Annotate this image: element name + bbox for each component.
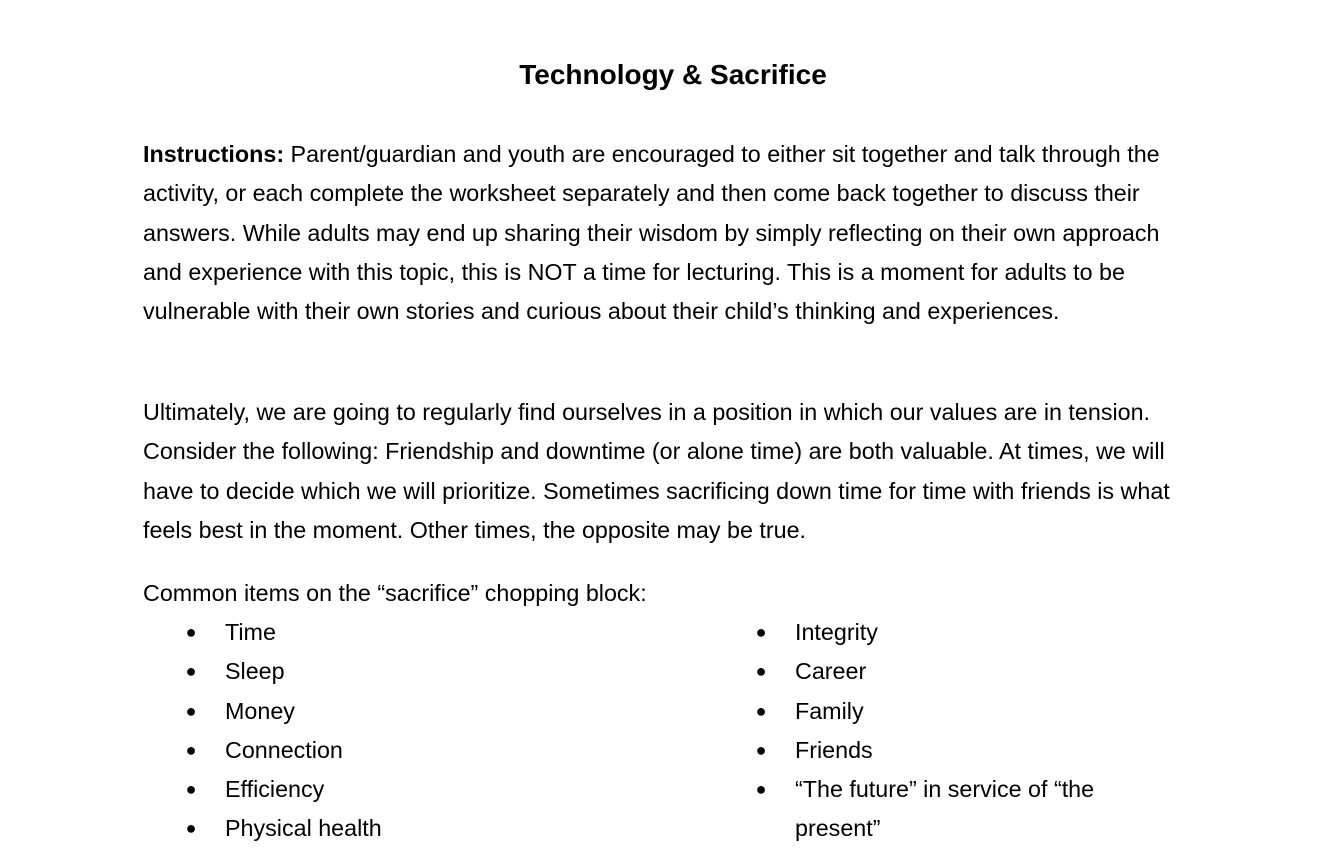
list-item xyxy=(183,809,703,848)
bullet-icon: ● xyxy=(755,700,767,721)
page-title: Technology & Sacrifice xyxy=(519,59,827,90)
bullet-icon: ● xyxy=(755,622,767,642)
list-item xyxy=(753,731,1133,770)
list-item-label: Family xyxy=(795,697,864,724)
bullet-icon: ● xyxy=(185,700,197,721)
bullet-icon: ● xyxy=(755,779,767,800)
list-item-label: Efficiency xyxy=(225,776,325,803)
list-item xyxy=(753,652,1133,691)
list-item-label: Friends xyxy=(795,736,873,763)
list-item-label: Physical health xyxy=(225,815,382,842)
list-item-label: Money xyxy=(225,697,295,724)
list-item xyxy=(183,692,703,731)
bullet-icon: ● xyxy=(755,739,767,760)
list-intro: Common items on the “sacrifice” chopping block: xyxy=(143,580,647,606)
instructions-paragraph xyxy=(143,135,1203,331)
instructions-text: Parent/guardian and youth are encouraged to either sit together and talk through the activity, or each complete the worksheet separately and then come back together to discuss their answers. While adults may end up sharing their wisdom by simply reflecting on their own approach and experience with this topic, this is NOT a time for lecturing. This is a moment for adults to be vulnerable with their own stories and curious about their child’s thinking and experiences. xyxy=(143,141,1160,325)
bullet-icon: ● xyxy=(185,779,197,800)
list-item-label: Connection xyxy=(225,736,343,763)
list-item xyxy=(183,613,703,652)
list-item-label: Sleep xyxy=(225,658,285,685)
list-item-label: Career xyxy=(795,658,867,685)
bullet-icon: ● xyxy=(755,661,767,682)
bullet-icon: ● xyxy=(185,622,197,642)
list-item xyxy=(753,613,1133,652)
instructions-label: Instructions: xyxy=(143,141,285,167)
list-item-label: Time xyxy=(225,619,276,645)
list-item xyxy=(753,770,1133,849)
bullet-icon: ● xyxy=(185,818,197,839)
list-item xyxy=(183,652,703,691)
list-item xyxy=(183,731,703,770)
sacrifice-list-right xyxy=(753,613,1133,849)
list-item-label: Integrity xyxy=(795,619,878,645)
list-item xyxy=(753,692,1133,731)
list-item xyxy=(183,770,703,809)
values-tension-paragraph: Ultimately, we are going to regularly find ourselves in a position in which our values are in tension. Consider the following: Friendship and downtime (or alone time) are both valuable. At times, we will have to decide which we will prioritize. Sometimes sacrificing down time for time with friends is what feels best in the moment. Other times, the opposite may be true. xyxy=(143,399,1170,543)
bullet-icon: ● xyxy=(185,661,197,682)
list-item-label: “The future” in service of “the present” xyxy=(795,776,1095,842)
bullet-icon: ● xyxy=(185,739,197,760)
sacrifice-list-left xyxy=(183,613,703,849)
